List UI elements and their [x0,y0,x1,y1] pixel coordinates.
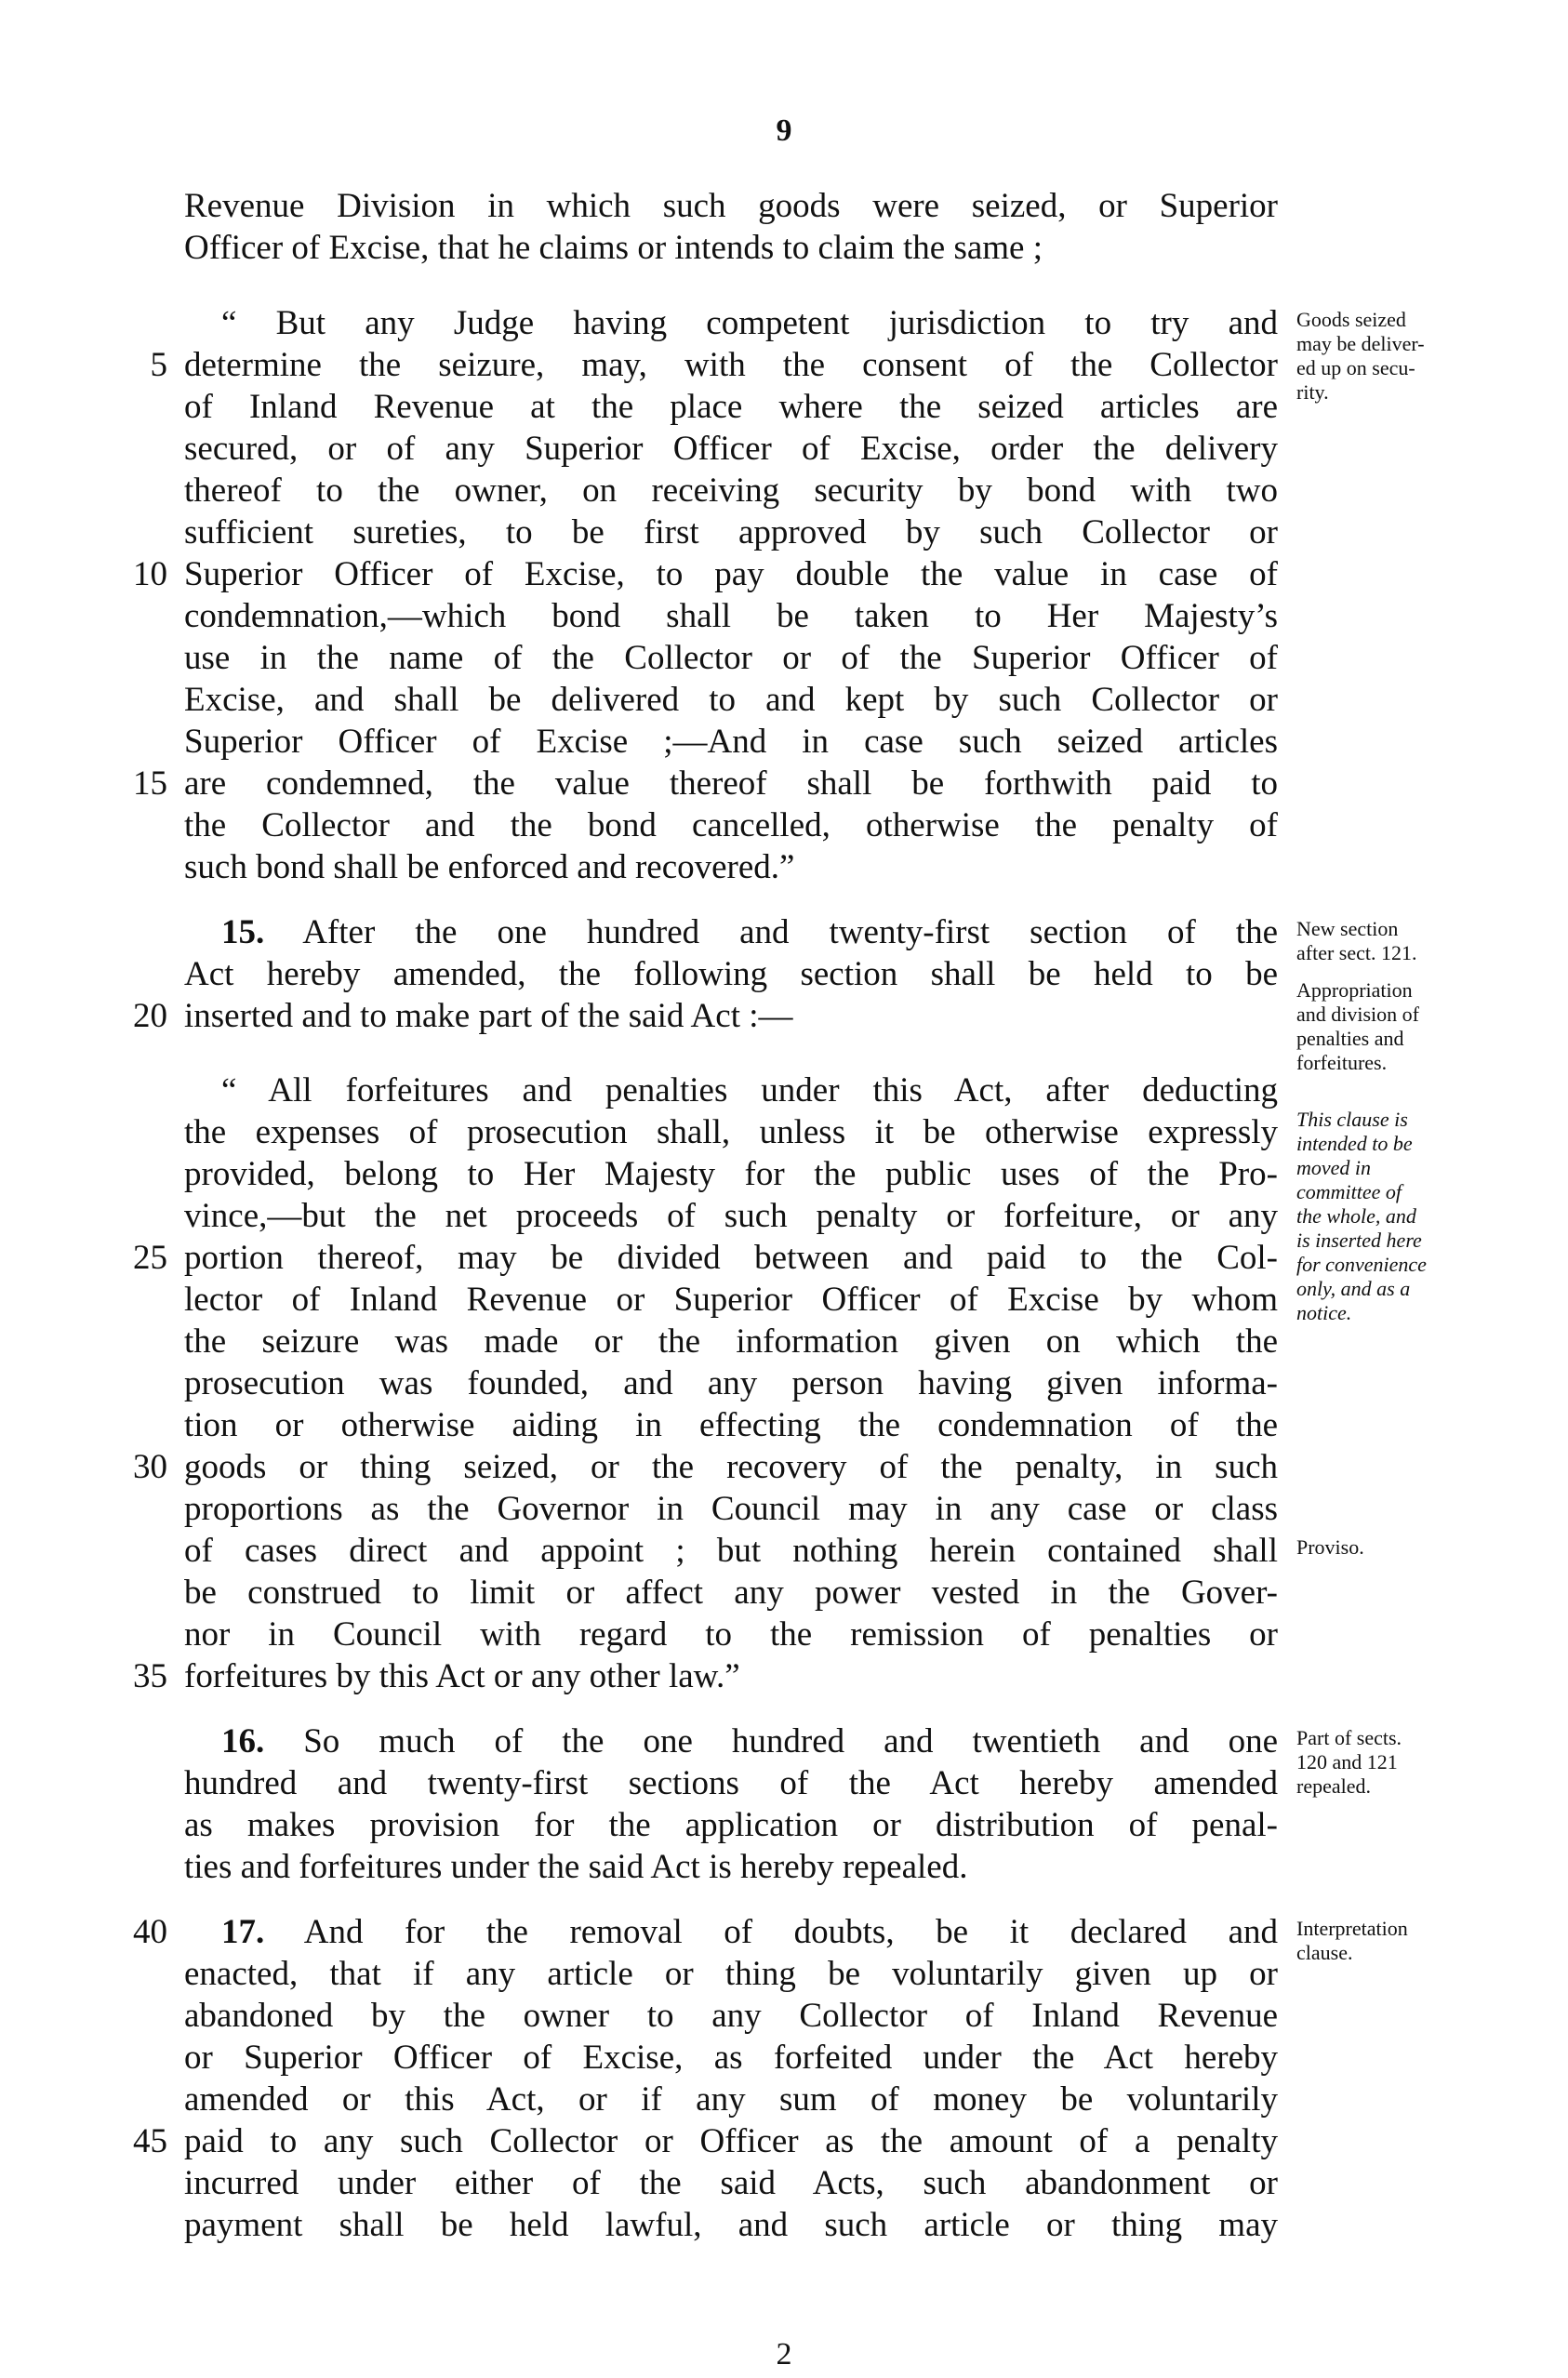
text-line [184,596,1278,637]
line-text: determine the seizure, may, with the consent of the Collector [184,346,1278,384]
line-text: use in the name of the Collector or of the Superior Officer of [184,639,1278,677]
text-line [184,345,1278,386]
margin-note-line: Appropriation [1296,978,1413,1002]
line-text: vince,—but the net proceeds of such penalty or forfeiture, or any [184,1197,1278,1235]
line-text: inserted and to make part of the said Act :— [184,997,793,1035]
line-number: 35 [133,1657,167,1695]
line-text: such bond shall be enforced and recovered.” [184,848,795,886]
text-line [184,1280,1278,1321]
line-number: 45 [133,2122,167,2160]
margin-note-line: after sect. 121. [1296,941,1417,964]
line-text: portion thereof, may be divided between and paid to the Col- [184,1239,1278,1277]
text-line [184,1531,1278,1572]
text-line [184,2205,1278,2246]
line-text: thereof to the owner, on receiving security by bond with two [184,472,1278,510]
margin-note-line: ed up on secu- [1296,356,1415,379]
text-line [184,1996,1278,2037]
text-line [184,1112,1278,1153]
line-text: the expenses of prosecution shall, unless it be otherwise expressly [184,1113,1278,1151]
text-line [184,1447,1278,1488]
margin-note-line: notice. [1296,1301,1352,1324]
line-text: enacted, that if any article or thing be voluntarily given up or [184,1955,1278,1993]
section-number: 17. [221,1913,265,1951]
line-text: prosecution was founded, and any person having given informa- [184,1364,1278,1402]
line-text: “ All forfeitures and penalties under this Act, after deducting [221,1071,1278,1109]
margin-note-line: intended to be [1296,1132,1413,1155]
line-number: 30 [133,1448,167,1486]
line-text: tion or otherwise aiding in effecting the condemnation of the [184,1406,1278,1444]
text-line [184,2163,1278,2204]
margin-note-line: the whole, and [1296,1204,1416,1228]
text-line [221,1912,1278,1953]
line-text: amended or this Act, or if any sum of money be voluntarily [184,2080,1278,2119]
text-line [184,2121,1278,2162]
line-text: secured, or of any Superior Officer of Excise, order the delivery [184,430,1278,468]
line-text: forfeitures by this Act or any other law.” [184,1657,740,1695]
line-text: proportions as the Governor in Council may in any case or class [184,1490,1278,1528]
line-text: So much of the one hundred and twentieth and one [264,1722,1278,1760]
text-line [184,2079,1278,2120]
margin-note-line: Interpretation [1296,1917,1408,1940]
line-text: Revenue Division in which such goods were seized, or Superior [184,187,1278,225]
margin-note-line: moved in [1296,1156,1372,1179]
line-text: nor in Council with regard to the remission of penalties or [184,1615,1278,1654]
section-number: 16. [221,1722,265,1760]
text-line [184,764,1278,804]
text-line [184,954,1278,995]
text-line [184,554,1278,595]
text-line [184,1363,1278,1404]
text-line [184,680,1278,721]
line-text: the seizure was made or the information given on which the [184,1322,1278,1361]
text-line [221,1721,1278,1762]
margin-note-line: Goods seized [1296,308,1406,331]
text-line [184,1763,1278,1804]
line-text: Superior Officer of Excise ;—And in case such seized articles [184,723,1278,761]
text-line [184,1614,1278,1655]
margin-note-line: only, and as a [1296,1277,1411,1300]
text-line [221,1070,1278,1111]
line-text: payment shall be held lawful, and such article or thing may [184,2206,1278,2244]
line-number: 5 [150,346,167,384]
line-text: or Superior Officer of Excise, as forfeited under the Act hereby [184,2039,1278,2077]
text-line [184,1405,1278,1446]
margin-note-line: New section [1296,917,1399,940]
text-line [221,912,1278,953]
text-line [184,512,1278,553]
line-text: After the one hundred and twenty-first section of the [264,913,1278,951]
margin-note-line: committee of [1296,1180,1402,1203]
margin-note-line: penalties and [1296,1027,1404,1050]
text-line [184,1805,1278,1846]
line-number: 25 [133,1239,167,1277]
text-line [184,1954,1278,1995]
line-text: as makes provision for the application or distribution of penal- [184,1806,1278,1844]
line-text: lector of Inland Revenue or Superior Officer of Excise by whom [184,1281,1278,1319]
line-number: 15 [133,764,167,803]
line-number: 10 [133,555,167,593]
margin-note-line: rity. [1296,380,1329,404]
line-text: the Collector and the bond cancelled, otherwise the penalty of [184,806,1278,844]
text-line [184,186,1278,227]
line-text: ties and forfeitures under the said Act is hereby repealed. [184,1848,968,1886]
text-line [184,1847,1278,1888]
line-text: hundred and twenty-first sections of the Act hereby amended [184,1764,1278,1802]
line-text: Superior Officer of Excise, to pay double the value in case of [184,555,1278,593]
text-line [184,1154,1278,1195]
text-line [184,387,1278,428]
text-line [184,2038,1278,2079]
margin-note-line: for convenience [1296,1253,1427,1276]
margin-note-line: repealed. [1296,1774,1371,1798]
line-text: Officer of Excise, that he claims or intends to claim the same ; [184,229,1043,267]
margin-note-line: and division of [1296,1003,1419,1026]
text-line [184,996,1278,1037]
margin-note-line: This clause is [1296,1108,1408,1131]
line-text: sufficient sureties, to be first approved by such Collector or [184,513,1278,551]
line-text: paid to any such Collector or Officer as the amount of a penalty [184,2122,1278,2160]
margin-note-line: forfeitures. [1296,1051,1388,1074]
margin-note-line: 120 and 121 [1296,1750,1398,1774]
line-text: be construed to limit or affect any power vested in the Gover- [184,1574,1278,1612]
text-line [184,471,1278,511]
text-line [184,429,1278,470]
margin-note-line: clause. [1296,1941,1353,1964]
line-text: of Inland Revenue at the place where the seized articles are [184,388,1278,426]
margin-note-line: Part of sects. [1296,1726,1402,1749]
line-text: And for the removal of doubts, be it declared and [264,1913,1278,1951]
signature-mark: 2 [776,2337,792,2371]
section-number: 15. [221,913,265,951]
line-text: abandoned by the owner to any Collector of Inland Revenue [184,1997,1278,2035]
text-line [184,1656,1278,1697]
page-number: 9 [776,113,792,148]
line-number: 40 [133,1913,167,1951]
text-line [184,1489,1278,1530]
line-text: are condemned, the value thereof shall be forthwith paid to [184,764,1278,803]
line-text: “ But any Judge having competent jurisdiction to try and [221,304,1278,342]
text-line [184,1196,1278,1237]
text-line [184,847,1278,888]
margin-note-line: Proviso. [1296,1535,1364,1559]
margin-note-line: may be deliver- [1296,332,1425,355]
margin-note-line: is inserted here [1296,1229,1422,1252]
text-line [184,1573,1278,1614]
text-line [184,638,1278,679]
text-line [184,228,1278,269]
line-text: condemnation,—which bond shall be taken to Her Majesty’s [184,597,1278,635]
line-text: incurred under either of the said Acts, such abandonment or [184,2164,1278,2202]
line-number: 20 [133,997,167,1035]
line-text: Excise, and shall be delivered to and kept by such Collector or [184,681,1278,719]
text-line [184,1322,1278,1362]
text-line [184,805,1278,846]
text-line [184,1238,1278,1279]
text-line [184,722,1278,763]
line-text: provided, belong to Her Majesty for the public uses of the Pro- [184,1155,1278,1193]
line-text: of cases direct and appoint ; but nothing herein contained shall [184,1532,1278,1570]
line-text: Act hereby amended, the following section shall be held to be [184,955,1278,993]
line-text: goods or thing seized, or the recovery of the penalty, in such [184,1448,1278,1486]
text-line [221,303,1278,344]
